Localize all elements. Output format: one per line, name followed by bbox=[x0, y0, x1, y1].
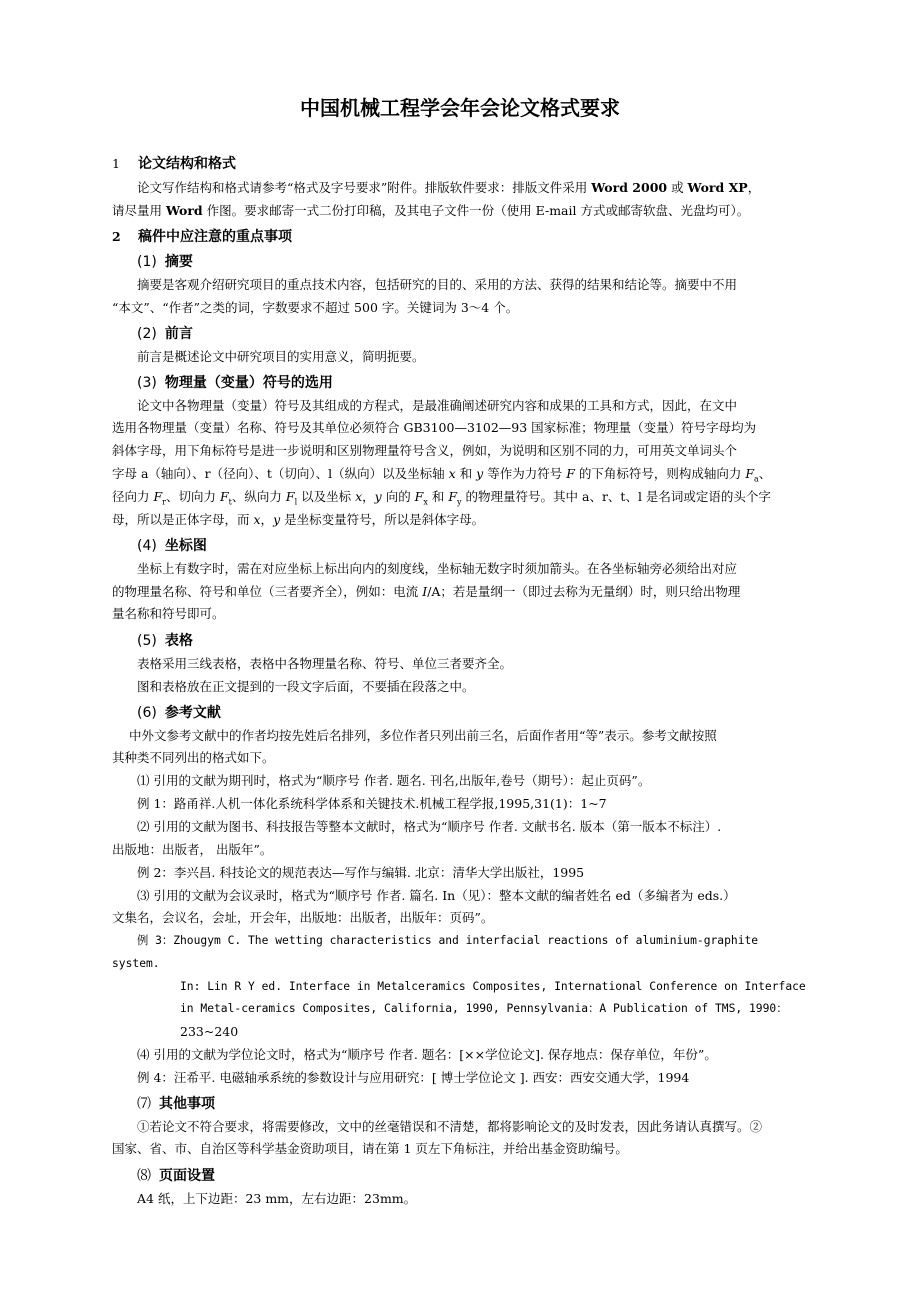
reference-example-cont: 233~240 bbox=[180, 1024, 239, 1039]
subsection-graph-heading: (4) 坐标图 bbox=[137, 538, 207, 554]
reference-example: 例 3：Zhougym C. The wetting characteristics and interfacial reactions of aluminium-graphite bbox=[137, 934, 759, 947]
paragraph-line: 母，所以是正体字母，而 x，y 是坐标变量符号，所以是斜体字母。 bbox=[112, 512, 485, 527]
paragraph-line: 选用各物理量（变量）名称、符号及其单位必须符合 GB3100—3102—93 国家标准；物理量（变量）符号字母均为 bbox=[112, 420, 757, 435]
document-title: 中国机械工程学会年会论文格式要求 bbox=[300, 96, 620, 120]
paragraph-line: 的物理量名称、符号和单位（三者要齐全），例如：电流 I/A；若是量纲一（即过去称为无量纲）时，则只给出物理 bbox=[112, 584, 741, 599]
paragraph-line: 表格采用三线表格，表格中各物理量名称、符号、单位三者要齐全。 bbox=[137, 656, 513, 671]
paragraph-line: A4 纸，上下边距：23 mm，左右边距：23mm。 bbox=[137, 1191, 417, 1206]
section-number: 2 bbox=[112, 229, 121, 244]
paragraph-line: 量名称和符号即可。 bbox=[112, 606, 225, 621]
paragraph-line: 斜体字母，用下角标符号是进一步说明和区别物理量符号含义，例如，为说明和区别不同的力，可用英文单词头个 bbox=[112, 443, 738, 458]
reference-rule-book: ⑵ 引用的文献为图书、科技报告等整本文献时，格式为“顺序号 作者. 文献书名. 版本（第一版本不标注）. bbox=[137, 819, 722, 834]
section-1-heading bbox=[112, 153, 236, 173]
reference-example-cont: In: Lin R Y ed. Interface in Metalceramics Composites, International Conference on Interface bbox=[180, 980, 806, 993]
section-2-heading bbox=[112, 226, 292, 246]
paragraph-line: 请尽量用 Word 作图。要求邮寄一式二份打印稿，及其电子文件一份（使用 E-mail 方式或邮寄软盘、光盘均可）。 bbox=[112, 203, 750, 218]
paragraph-line: 图和表格放在正文提到的一段文字后面，不要插在段落之中。 bbox=[137, 679, 475, 694]
reference-rule-thesis: ⑷ 引用的文献为学位论文时，格式为“顺序号 作者. 题名：[××学位论文]. 保存地点：保存单位，年份”。 bbox=[137, 1047, 717, 1062]
section-title: 稿件中应注意的重点事项 bbox=[138, 229, 292, 245]
paragraph-line: 国家、省、市、自治区等科学基金资助项目，请在第 1 页左下角标注，并给出基金资助编号。 bbox=[112, 1141, 628, 1156]
subsection-references-heading: (6) 参考文献 bbox=[137, 705, 221, 721]
subsection-abstract-heading: (1) 摘要 bbox=[137, 254, 193, 270]
paragraph-line: 论文中各物理量（变量）符号及其组成的方程式，是最准确阐述研究内容和成果的工具和方式，因此，在文中 bbox=[137, 398, 738, 413]
reference-example-cont: in Metal-ceramics Composites, California, 1990, Pennsylvania：A Publication of TMS, 1990： bbox=[180, 1002, 788, 1015]
paragraph-line: 论文写作结构和格式请参考“格式及字号要求”附件。排版软件要求：排版文件采用 Word 2000 或 Word XP， bbox=[137, 180, 761, 195]
paragraph-line: 出版地：出版者， 出版年”。 bbox=[112, 842, 273, 857]
reference-example: 例 1：路甬祥.人机一体化系统科学体系和关键技术.机械工程学报,1995,31(1)：1~7 bbox=[137, 796, 607, 811]
subsection-table-heading: (5) 表格 bbox=[137, 633, 193, 649]
section-title: 论文结构和格式 bbox=[138, 156, 236, 172]
paragraph-line: 字母 a（轴向）、r（径向）、t（切向）、l（纵向）以及坐标轴 x 和 y 等作为力符号 F 的下角标符号，则构成轴向力 $F_a$、 bbox=[112, 466, 772, 484]
subsection-page-setup-heading: ⑻ 页面设置 bbox=[137, 1168, 215, 1184]
reference-rule-journal: ⑴ 引用的文献为期刊时，格式为“顺序号 作者. 题名. 刊名,出版年,卷号（期号）：起止页码”。 bbox=[137, 773, 651, 788]
paragraph-line: 中外文参考文献中的作者均按先姓后名排列，多位作者只列出前三名，后面作者用“等”表示。参考文献按照 bbox=[129, 728, 717, 743]
paragraph-line: ①若论文不符合要求，将需要修改，文中的丝毫错误和不清楚，都将影响论文的及时发表，因此务请认真撰写。② bbox=[137, 1119, 763, 1134]
paragraph-line: 前言是概述论文中研究项目的实用意义，简明扼要。 bbox=[137, 349, 425, 364]
paragraph-line: 其种类不同列出的格式如下。 bbox=[112, 750, 275, 765]
reference-rule-proceedings: ⑶ 引用的文献为会议录时，格式为“顺序号 作者. 篇名. In（见）：整本文献的编者姓名 ed（多编者为 eds.） bbox=[137, 888, 736, 903]
subsection-symbols-heading: (3) 物理量（变量）符号的选用 bbox=[137, 375, 333, 391]
subsection-preface-heading: (2) 前言 bbox=[137, 326, 193, 342]
reference-example-cont: system. bbox=[112, 957, 160, 970]
paragraph-line: 坐标上有数字时，需在对应坐标上标出向内的刻度线，坐标轴无数字时须加箭头。在各坐标轴旁必须给出对应 bbox=[137, 561, 738, 576]
reference-example: 例 2：李兴昌. 科技论文的规范表达—写作与编辑. 北京：清华大学出版社，1995 bbox=[137, 865, 585, 880]
paragraph-line: “本文”、“作者”之类的词，字数要求不超过 500 字。关键词为 3～4 个。 bbox=[112, 300, 519, 315]
paragraph-line: 径向力 $F_r$、切向力 $F_t$、纵向力 $F_l$ 以及坐标 x，y 向的 $F_x$ 和 $F_y$ 的物理量符号。其中 a、r、t、l 是名词或定语的头个字 bbox=[112, 489, 771, 507]
subsection-other-heading: ⑺ 其他事项 bbox=[137, 1096, 215, 1112]
paragraph-line: 摘要是客观介绍研究项目的重点技术内容，包括研究的目的、采用的方法、获得的结果和结论等。摘要中不用 bbox=[137, 277, 738, 292]
paragraph-line: 文集名，会议名，会址，开会年，出版地：出版者，出版年：页码”。 bbox=[112, 910, 494, 925]
reference-example: 例 4：汪希平. 电磁轴承系统的参数设计与应用研究：[ 博士学位论文 ]. 西安：西安交通大学，1994 bbox=[137, 1070, 690, 1085]
section-number: 1 bbox=[112, 156, 120, 171]
